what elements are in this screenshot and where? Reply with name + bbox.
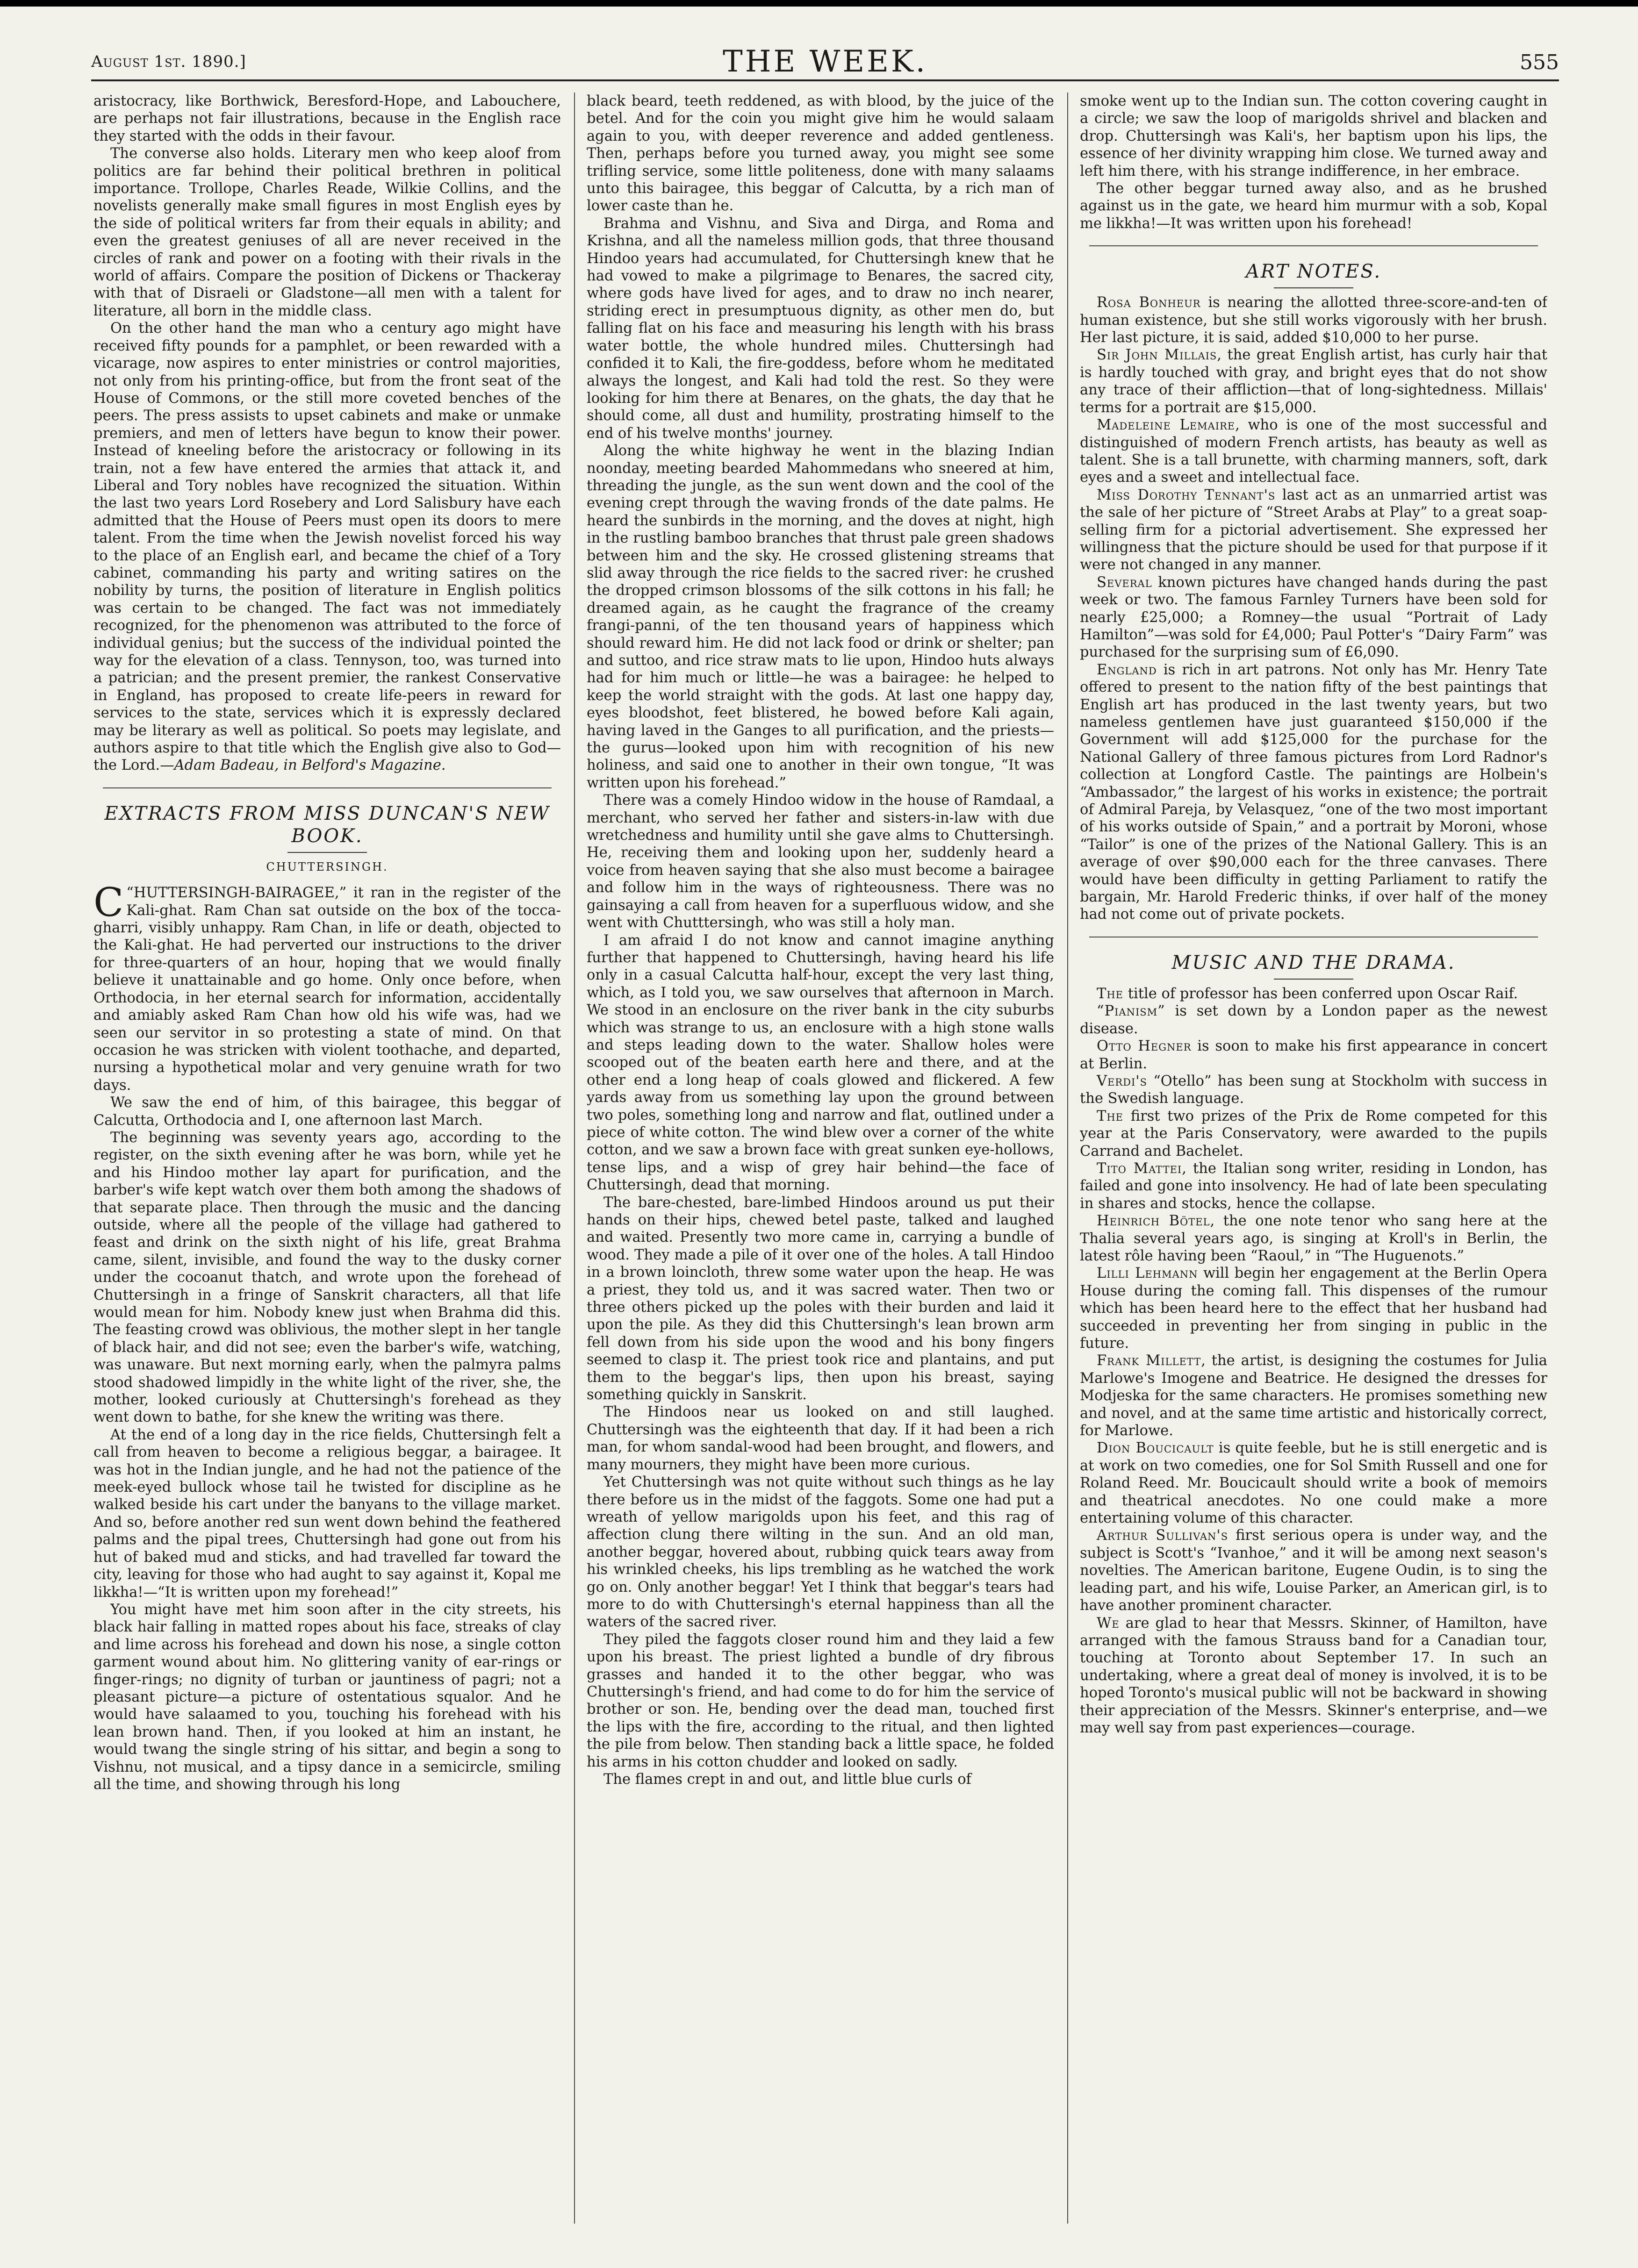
column-divider — [574, 93, 575, 2224]
page-number: 555 — [1520, 50, 1559, 74]
art-note — [1080, 294, 1547, 346]
title-rule — [287, 852, 367, 853]
art-note — [1080, 661, 1547, 923]
music-note — [1080, 1439, 1547, 1527]
paragraph: You might have met him soon after in the city streets, his black hair falling in matted ropes about his face, streaks of clay and lime across his forehead and down his nose, a single cotton garment wound about him. No glittering vanity of ear-rings or finger-rings; no dignity of turban or jauntiness of pagri; not a pleasant picture—a picture of ostentatious squalor. And he would have salaamed to you, touching his forehead with his lean brown hand. Then, if you looked at him an instant, he would twang the single string of his sittar, and begin a song to Vishnu, not musical, and a tipsy dance in a semicircle, smiling all the time, and showing through his long — [93, 1601, 561, 1793]
paragraph: smoke went up to the Indian sun. The cotton covering caught in a circle; we saw the loop of marigolds shrivel and blacken and drop. Chuttersingh was Kali's, her baptism upon his lips, the essence of her divinity wrapping him close. We turned away and left him there, with his strange indifference, in her embrace. — [1080, 93, 1547, 179]
note-lead: Dion Boucicault — [1097, 1440, 1214, 1457]
music-note — [1080, 1265, 1547, 1352]
section-title-art-notes: ART NOTES. — [1245, 261, 1382, 283]
paragraph — [93, 320, 561, 774]
music-note — [1080, 1615, 1547, 1737]
note-text: , who is one of the most successful and distinguished of modern French artists, has beauty as well as talent. She is a tall brunette, with charming manners, soft, dark eyes and a sweet and intellectual face. — [1080, 417, 1547, 486]
paragraph: Along the white highway he went in the blazing Indian noonday, meeting bearded Mahommedans who sneered at him, threading the jungle, as the sun went down and the cool of the evening crept through the waving fronds of the date palms. He heard the sunbirds in the morning, and the doves at night, high in the rustling bamboo branches that thrust pale green shadows between him and the sky. He crossed glistening streams that slid away through the rice fields to the sacred river: he crushed the dropped crimson blossoms of the silk cottons in his fall; he dreamed again, as he caught the fragrance of the creamy frangi-panni, of the ten thousand years of happiness which should reward him. He did not lack food or drink or shelter; pan and suttoo, and rice straw mats to lie upon, Hindoo huts always had for him much or little—he was a bairagee: he helped to keep the world straight with the gods. At last one happy day, eyes bloodshot, feet blistered, he bowed before Kali again, having laved in the Ganges to all purification, and the priests—the gurus—looked upon him with recognition of his new holiness, and said one to another in their own tongue, “It was written upon his forehead.” — [587, 443, 1054, 791]
column-left — [93, 93, 561, 2224]
note-lead: We — [1097, 1615, 1120, 1631]
note-lead: The — [1097, 985, 1123, 1002]
section-title-music-drama: MUSIC AND THE DRAMA. — [1171, 952, 1456, 973]
note-text: are glad to hear that Messrs. Skinner, of Hamilton, have arranged with the famous Strauss band for a Canadian tour, touching at Toronto about September 17. In such an undertaking, where a great deal of money is involved, it is to be hoped Toronto's musical public will not be backward in showing their appreciation of the Messrs. Skinner's enterprise, and—we may well say from past experiences—courage. — [1080, 1615, 1547, 1736]
paragraph-text: On the other hand the man who a century ago might have received fifty pounds for a pamphlet, or been rewarded with a vicarage, now aspires to enter ministries or control majorities, not only from his printing-office, but from the front seat of the House of Commons, or the still more coveted benches of the peers. The press assists to upset cabinets and make or unmake premiers, and men of letters have begun to know their power. Instead of kneeling before the aristocracy or following in its train, not a few have entered the armies that attack it, and Liberal and Tory nobles have recognized the situation. Within the last two years Lord Rosebery and Lord Salisbury have each admitted that the House of Peers must open its doors to mere talent. From the time when the Jewish novelist forced his way to the place of an English earl, and became the chief of a Tory cabinet, commanding his party and writing satires on the nobility by turns, the position of literature in English politics was certain to be changed. The fact was not immediately recognized, for the phenomenon was attributed to the force of individual genius; but the success of the individual pointed the way for the elevation of a class. Tennyson, too, was turned into a patrician; and the present premier, the rankest Conservative in England, has proposed to create life-peers in reward for services to the state, services which it is expressly declared may be literary as well as political. So poets may legislate, and authors aspire to that title which the English give also to God—the Lord. — [93, 320, 561, 774]
paragraph: The other beggar turned away also, and as he brushed against us in the gate, we heard him murmur with a sob, Kopal me likkha!—It was written upon his forehead! — [1080, 180, 1547, 232]
note-lead: Rosa Bonheur — [1097, 294, 1201, 311]
opening-quote: “ — [126, 885, 134, 901]
note-text: is quite feeble, but he is still energetic and is at work on two comedies, one for Sol Smith Russell and one for Roland Reed. Mr. Boucicault should write a book of memoirs and theatrical anecdotes. No one could make a more entertaining volume of this character. — [1080, 1440, 1547, 1527]
paragraph: Brahma and Vishnu, and Siva and Dirga, and Roma and Krishna, and all the nameless million gods, that three thousand Hindoo years had accumulated, for Chuttersingh knew that he had vowed to make a pilgrimage to Benares, the sacred city, where gods have lived for ages, and to draw no inch nearer, striding erect in presumptuous dignity, as other men do, but falling flat on his face and measuring his length with his brass water bottle, the whole hundred miles. Chuttersingh had confided it to Kali, the fire-goddess, before whom he meditated always the longest, and Kali had told the rest. So they were looking for him there at Benares, on the ghats, the day that he should come, all dust and humility, prostrating himself to the end of his twelve months' journey. — [587, 215, 1054, 442]
note-text: , the artist, is designing the costumes for Julia Marlowe's Imogene and Beatrice. He designed the dresses for Modjeska for the same characters. He promises something new and novel, and at the same time artistic and historically correct, for Marlowe. — [1080, 1352, 1547, 1439]
note-text: is soon to make his first appearance in concert at Berlin. — [1080, 1038, 1547, 1072]
note-lead: Arthur Sullivan's — [1097, 1527, 1228, 1544]
art-note — [1080, 574, 1547, 661]
note-text: last act as an unmarried artist was the sale of her picture of “Street Arabs at Play” to a great soap-selling firm for a pictorial advertisement. She expressed her willingness that the picture should be used for that purpose if it were not changed in any manner. — [1080, 487, 1547, 573]
paragraph: The beginning was seventy years ago, according to the register, on the sixth evening after he was born, while yet he and his Hindoo mother lay apart for purification, and the barber's wife kept watch over them both among the shadows of that separate place. Then through the music and the dancing outside, where all the people of the village had gathered to feast and drink on the sixth night of his life, great Brahma came, silent, invisible, and found the way to the dusky corner under the cocoanut thatch, and wrote upon the forehead of Chuttersingh in a fringe of Sanskrit characters, all that life would mean for him. Nobody knew just when Brahma did this. The feasting crowd was oblivious, the mother slept in her tangle of black hair, and did not see; even the barber's wife, watching, was unaware. But next morning early, when the palmyra palms stood shadowed limpidly in the white light of the river, she, the mother, looked curiously at Chuttersingh's forehead as they went down to bathe, for she knew the writing was there. — [93, 1129, 561, 1426]
issue-date: August 1st. 1890.] — [91, 52, 246, 71]
note-text: , the great English artist, has curly hair that is hardly touched with gray, and bright eyes that do not show any trace of their affliction—that of long-sightedness. Millais' terms for a portrait are $15,000. — [1080, 347, 1547, 416]
article-subtitle: CHUTTERSINGH. — [266, 860, 388, 873]
column-right — [1080, 93, 1547, 2224]
art-note — [1080, 346, 1547, 416]
note-text: , the Italian song writer, residing in London, has failed and gone into insolvency. He had of late been speculating in shares and stocks, hence the collapse. — [1080, 1160, 1547, 1212]
paragraph: The bare-chested, bare-limbed Hindoos around us put their hands on their hips, chewed betel paste, talked and laughed and waited. Presently two more came in, carrying a bundle of wood. They made a pile of it over one of the holes. A tall Hindoo in a brown loincloth, threw some water upon the heap. He was a priest, they told us, and it was sacred water. Then two or three others picked up the poles with their burden and laid it upon the pile. As they did this Chuttersingh's lean brown arm fell down from his side upon the wood and his bony fingers seemed to clasp it. The priest took rice and plantains, and put them to the beggar's lips, then upon his breast, saying something quickly in Sanskrit. — [587, 1194, 1054, 1403]
note-lead: Madeleine Lemaire — [1097, 417, 1236, 434]
paragraph-text: HUTTERSINGH-BAIRAGEE,” it ran in the register of the Kali-ghat. Ram Chan sat outside on the box of the tocca-gharri, visibly unhappy. Ram Chan, in life or death, objected to the Kali-ghat. He had perverted our instructions to the driver for three-quarters of an hour, hoping that we would finally believe it unattainable and go home. Only once before, when Orthodocia, in her eternal search for information, accidentally and amiably asked Ram Chan how old his wife was, had we seen our servitor in so protesting a state of mind. On that occasion he was stricken with violent toothache, and departed, nursing a hypothetical molar and very genuine wrath for two days. — [93, 885, 561, 1094]
music-note — [1080, 1527, 1547, 1614]
note-lead: Otto Hegner — [1097, 1038, 1192, 1055]
column-middle — [587, 93, 1054, 2224]
note-text: is rich in art patrons. Not only has Mr. Henry Tate offered to present to the nation fifty of the best paintings that English art has produced in the last twenty years, but two nameless gentlemen have just guaranteed $150,000 if the Government will add $125,000 for the purchase for the National Gallery of three famous pictures from Lord Radnor's collection at Longford Castle. The paintings are Holbein's “Ambassador,” the largest of his works in existence; the portrait of Admiral Pareja, by Velasquez, “one of the two most important of his works outside of Spain,” and a portrait by Moroni, whose “Tailor” is one of the prizes of the National Gallery. This is an average of over $90,000 each for the three canvases. There would have been difficulty in getting Parliament to ratify the bargain, Mr. Harold Frederic thinks, if over half of the money had not come out of private pockets. — [1080, 661, 1547, 923]
music-note — [1080, 1160, 1547, 1212]
music-note — [1080, 1073, 1547, 1108]
section-divider — [103, 787, 552, 788]
paragraph: There was a comely Hindoo widow in the house of Ramdaal, a merchant, who served her father and sisters-in-law with due wretchedness and humility until she gave alms to Chuttersingh. He, receiving them and looking upon her, suddenly heard a voice from heaven saying that she also must become a bairagee and follow him in the ways of righteousness. There was no gainsaying a call from heaven for a superfluous widow, and she went with Chutttersingh, who was still a holy man. — [587, 792, 1054, 931]
section-title-extracts: EXTRACTS FROM MISS DUNCAN'S NEW BOOK. — [104, 802, 550, 847]
note-lead: Heinrich Bötel — [1097, 1213, 1210, 1230]
art-note — [1080, 487, 1547, 574]
paragraph: I am afraid I do not know and cannot imagine anything further that happened to Chuttersingh, having heard his life only in a casual Calcutta half-hour, except the very last thing, which, as I told you, we saw ourselves that afternoon in March. We stood in an enclosure on the river bank in the city suburbs which was strange to us, an enclosure with a high stone walls and steps leading down to the water. Shallow holes were scooped out of the beaten earth here and there, and at the other end a long heap of coals glowed and flickered. A few yards away from us something lay upon the ground between two poles, something long and narrow and flat, outlined under a piece of white cotton. The wind blew over a corner of the white cotton, and we saw a brown face with great sunken eye-hollows, tense lips, and a wisp of grey hair behind—the face of Chuttersingh, dead that morning. — [587, 932, 1054, 1194]
note-lead: Frank Millett — [1097, 1352, 1201, 1369]
art-note — [1080, 416, 1547, 487]
note-lead: “Pianism” — [1097, 1003, 1165, 1020]
paragraph: At the end of a long day in the rice fields, Chuttersingh felt a call from heaven to become a religious beggar, a bairagee. It was hot in the Indian jungle, and he had not the patience of the meek-eyed bullock whose tail he twisted for discipline as he walked beside his cart under the banyans to the village market. And so, before another red sun went down behind the feathered palms and the pipal trees, Chuttersingh had gone out from his hut of baked mud and sticks, and had travelled far toward the city, leaving for those who had aught to say against it, Kopal me likkha!—“It is written upon my forehead!” — [93, 1426, 561, 1601]
paragraph: black beard, teeth reddened, as with blood, by the juice of the betel. And for the coin you might give him he would salaam again to you, with deeper reverence and added gentleness. Then, perhaps before you turned away, you might see some trifling service, some little politeness, done with many salaams unto this bairagee, this beggar of Calcutta, by a rich man of lower caste than he. — [587, 93, 1054, 215]
page-header — [91, 42, 1559, 81]
note-lead: The — [1097, 1108, 1123, 1124]
paragraph: Yet Chuttersingh was not quite without such things as he lay there before us in the midst of the faggots. Some one had put a wreath of yellow marigolds upon his feet, and this rag of affection clung there wilting in the sun. And an old man, another beggar, hovered about, rubbing quick tears away from his wrinkled cheeks, his lips trembling as he watched the work go on. Only another beggar! Yet I think that beggar's tears had more to do with Chuttersingh's eternal happiness than all the waters of the sacred river. — [587, 1474, 1054, 1631]
masthead-title: THE WEEK. — [723, 44, 927, 79]
section-divider — [1089, 245, 1538, 246]
note-lead: Verdi's — [1097, 1073, 1148, 1089]
note-text: known pictures have changed hands during the past week or two. The famous Farnley Turners have been sold for nearly £25,000; a Romney—the usual “Portrait of Lady Hamilton”—was sold for £4,000; Paul Potter's “Dairy Farm” was purchased for the surprising sum of £6,090. — [1080, 574, 1547, 661]
music-note — [1080, 1037, 1547, 1073]
note-text: first two prizes of the Prix de Rome competed for this year at the Paris Conservatory, were awarded to the pupils Carrand and Bachelet. — [1080, 1108, 1547, 1159]
title-rule — [1274, 979, 1353, 980]
note-text: will begin her engagement at the Berlin Opera House during the coming fall. This dispenses of the rumour which has been heard here to the effect that her husband had succeeded in preventing her from singing in public in the future. — [1080, 1265, 1547, 1352]
paragraph: The Hindoos near us looked on and still laughed. Chuttersingh was the eighteenth that day. If it had been a rich man, for whom sandal-wood had been brought, and flowers, and many mourners, they might have been more curious. — [587, 1404, 1054, 1473]
note-lead: Tito Mattei — [1097, 1160, 1182, 1177]
top-border-rule — [0, 0, 1638, 7]
paragraph-opening — [93, 880, 561, 1094]
music-note — [1080, 985, 1547, 1002]
music-note — [1080, 1352, 1547, 1439]
source-credit: —Adam Badeau, in Belford's Magazine. — [160, 757, 446, 774]
note-lead: Miss Dorothy Tennant's — [1097, 487, 1276, 503]
note-text: is set down by a London paper as the newest disease. — [1080, 1003, 1547, 1037]
paragraph: The converse also holds. Literary men who keep aloof from politics are far behind their political brethren in political importance. Trollope, Charles Reade, Wilkie Collins, and the novelists generally make small figures in most English eyes by the side of political writers far from their equals in ability; and even the greatest geniuses of all are never received in the circles of rank and power on a footing with their rivals in the world of affairs. Compare the position of Dickens or Thackeray with that of Disraeli or Gladstone—all men with a talent for literature, all born in the middle class. — [93, 145, 561, 319]
music-note — [1080, 1108, 1547, 1160]
music-note — [1080, 1002, 1547, 1037]
paragraph: The flames crept in and out, and little blue curls of — [603, 1771, 971, 1788]
paragraph: We saw the end of him, of this bairagee, this beggar of Calcutta, Orthodocia and I, one afternoon last March. — [93, 1095, 561, 1129]
note-text: “Otello” has been sung at Stockholm with success in the Swedish language. — [1080, 1073, 1547, 1107]
title-rule — [1274, 287, 1353, 288]
music-note — [1080, 1212, 1547, 1265]
note-lead: Lilli Lehmann — [1097, 1265, 1198, 1282]
note-text: title of professor has been conferred upon Oscar Raif. — [1123, 985, 1518, 1002]
paragraph: They piled the faggots closer round him and they laid a few upon his breast. The priest lighted a bundle of dry fibrous grasses and handed it to the other beggar, who was Chuttersingh's friend, and had come to do for him the service of brother or son. He, bending over the dead man, touched first the lips with the fire, according to the ritual, and then lighted the pile from below. Then standing back a little space, he folded his arms in his cotton chudder and looked on sadly. — [587, 1631, 1054, 1770]
note-lead: England — [1097, 661, 1157, 678]
note-lead: Sir John Millais — [1097, 347, 1217, 364]
drop-cap: C — [93, 880, 124, 926]
note-text: is nearing the allotted three-score-and-ten of human existence, but she still works vigorously with her brush. Her last picture, it is said, added $10,000 to her purse. — [1080, 294, 1547, 346]
note-text: , the one note tenor who sang here at the Thalia several years ago, is singing at Kroll's in Berlin, the latest rôle having been “Raoul,” in “The Huguenots.” — [1080, 1213, 1547, 1264]
paragraph: aristocracy, like Borthwick, Beresford-Hope, and Labouchere, are perhaps not fair illustrations, because in the English race they started with the odds in their favour. — [93, 93, 561, 144]
note-lead: Several — [1097, 574, 1152, 591]
column-divider — [1067, 93, 1068, 2224]
note-text: first serious opera is under way, and the subject is Scott's “Ivanhoe,” and it will be among next season's novelties. The American baritone, Eugene Oudin, is to sing the leading part, and his wife, Louise Parker, an American girl, is to have another prominent character. — [1080, 1527, 1547, 1614]
